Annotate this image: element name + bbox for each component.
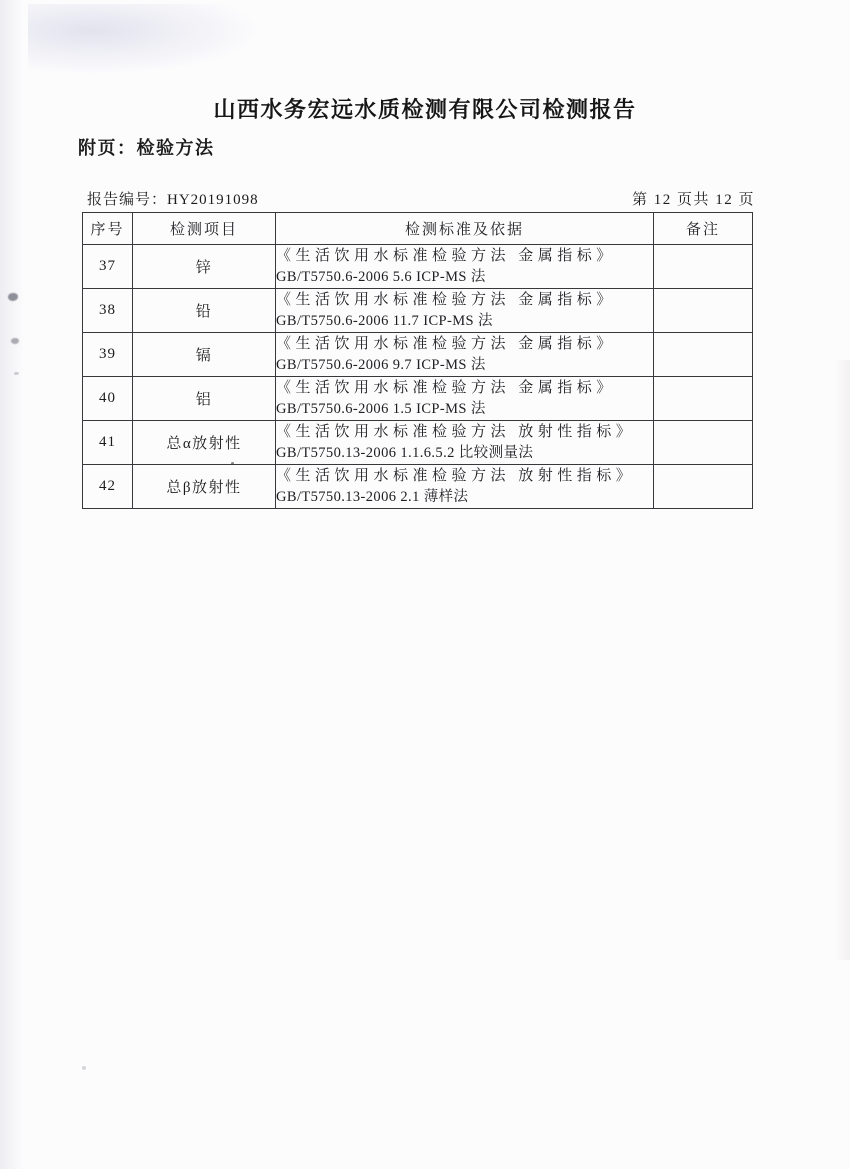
- cell-serial: 38: [83, 289, 133, 333]
- cell-remark: [654, 465, 753, 509]
- cell-serial: 40: [83, 377, 133, 421]
- report-meta-row: [87, 188, 755, 209]
- cell-item: 镉: [133, 333, 276, 377]
- standard-method: GB/T5750.13-2006 1.1.6.5.2 比较测量法: [276, 445, 534, 461]
- cell-remark: [654, 289, 753, 333]
- cell-serial: 41: [83, 421, 133, 465]
- report-number-label: 报告编号：: [87, 192, 168, 208]
- col-header-serial: 序号: [83, 213, 133, 245]
- cell-item: 总α放射性: [133, 421, 276, 465]
- cell-remark: [654, 377, 753, 421]
- cell-standard: [276, 465, 654, 509]
- cell-standard: [276, 289, 654, 333]
- cell-remark: [654, 421, 753, 465]
- col-header-standard: 检测标准及依据: [276, 213, 654, 245]
- page-indicator: 第 12 页共 12 页: [631, 192, 755, 208]
- standard-title: 《生活饮用水标准检验方法 放射性指标》: [276, 468, 636, 484]
- table-row: [83, 289, 753, 333]
- standard-title: 《生活饮用水标准检验方法 金属指标》: [276, 336, 616, 352]
- standard-title: 《生活饮用水标准检验方法 放射性指标》: [276, 424, 636, 440]
- cell-item: 铝: [133, 377, 276, 421]
- appendix-heading: 附页：检验方法: [78, 138, 215, 158]
- table-row: [83, 377, 753, 421]
- table-row: [83, 421, 753, 465]
- table-row: [83, 465, 753, 509]
- cell-item: 铅: [133, 289, 276, 333]
- cell-item: 总β放射性: [133, 465, 276, 509]
- table-header-row: [83, 213, 753, 245]
- scan-edge-shadow-right: [834, 360, 850, 960]
- cell-standard: [276, 377, 654, 421]
- cell-standard: [276, 245, 654, 289]
- report-number-value: HY20191098: [167, 192, 259, 208]
- report-number: [87, 188, 259, 209]
- scan-smudge: [28, 4, 258, 74]
- scan-speck: [11, 338, 19, 344]
- standard-title: 《生活饮用水标准检验方法 金属指标》: [276, 380, 616, 396]
- scan-edge-shadow-left: [0, 0, 24, 1169]
- standard-title: 《生活饮用水标准检验方法 金属指标》: [276, 292, 616, 308]
- cell-remark: [654, 245, 753, 289]
- cell-standard: [276, 333, 654, 377]
- cell-remark: [654, 333, 753, 377]
- standard-title: 《生活饮用水标准检验方法 金属指标》: [276, 248, 616, 264]
- table-row: [83, 245, 753, 289]
- standard-method: GB/T5750.6-2006 9.7 ICP-MS 法: [276, 357, 486, 373]
- cell-serial: 42: [83, 465, 133, 509]
- cell-serial: 39: [83, 333, 133, 377]
- standard-method: GB/T5750.6-2006 11.7 ICP-MS 法: [276, 313, 493, 329]
- cell-item: 锌: [133, 245, 276, 289]
- cell-standard: [276, 421, 654, 465]
- report-title: 山西水务宏远水质检测有限公司检测报告: [213, 97, 637, 122]
- col-header-item: 检测项目: [133, 213, 276, 245]
- col-header-remark: 备注: [654, 213, 753, 245]
- standard-method: GB/T5750.6-2006 5.6 ICP-MS 法: [276, 269, 486, 285]
- scan-speck: [8, 293, 18, 301]
- standard-method: GB/T5750.13-2006 2.1 薄样法: [276, 489, 469, 505]
- scan-speck: [14, 372, 19, 375]
- table-row: [83, 333, 753, 377]
- standard-method: GB/T5750.6-2006 1.5 ICP-MS 法: [276, 401, 486, 417]
- methods-table: [82, 212, 753, 509]
- cell-serial: 37: [83, 245, 133, 289]
- scan-speck: [82, 1066, 86, 1070]
